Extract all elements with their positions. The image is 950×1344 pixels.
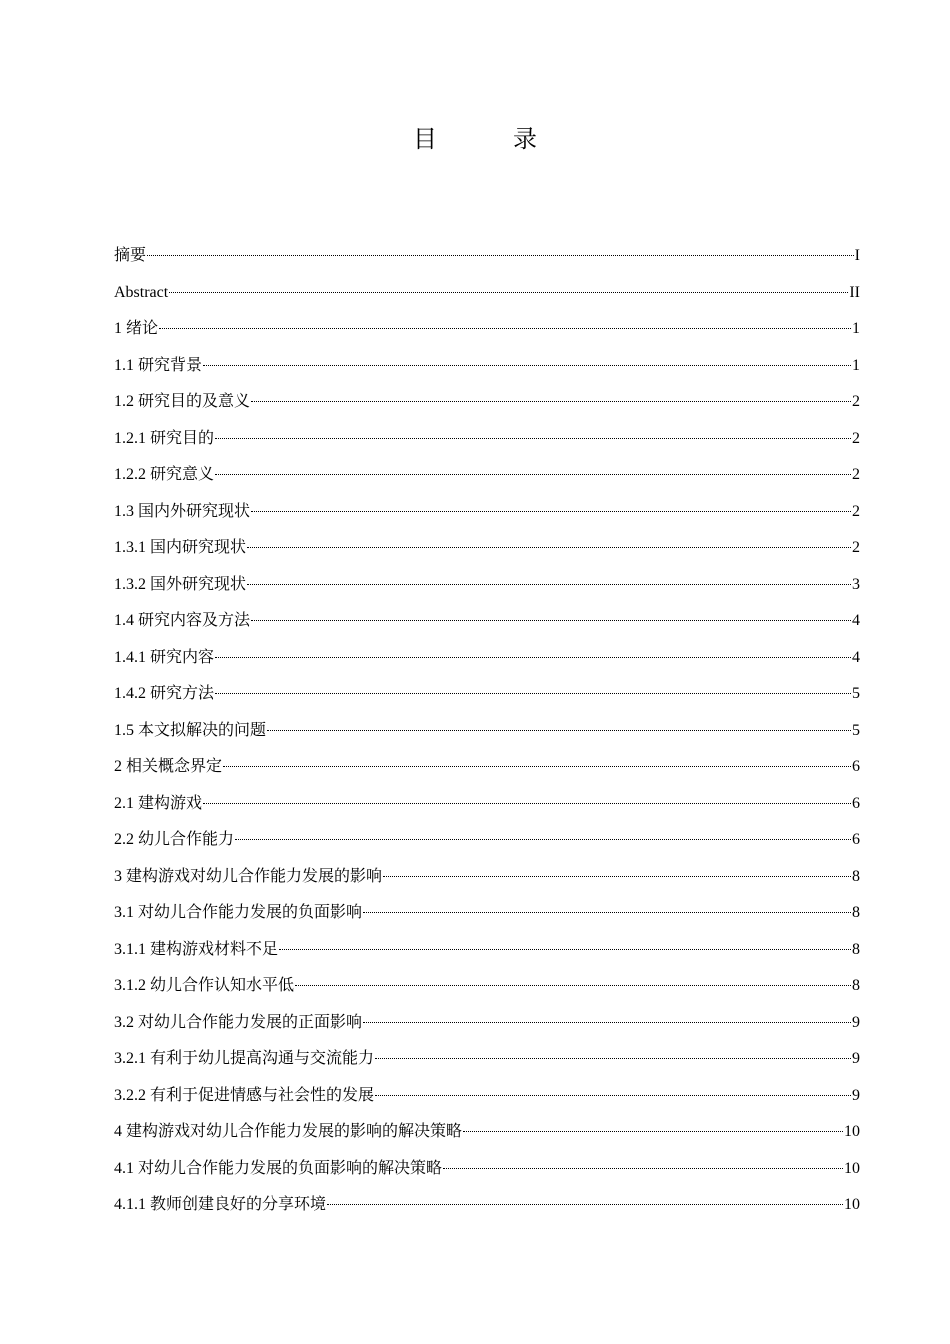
- toc-dot-leader: [375, 1058, 851, 1059]
- toc-entry-label: 1.2.2 研究意义: [114, 466, 215, 483]
- toc-page-number: I: [854, 247, 860, 264]
- toc-page-number: 4: [852, 612, 860, 629]
- toc-dot-leader: [203, 365, 851, 366]
- toc-entry[interactable]: [114, 822, 860, 859]
- toc-entry-label: 1.1 研究背景: [114, 356, 203, 374]
- toc-page-number: 1: [852, 320, 860, 337]
- toc-dot-leader: [215, 657, 851, 658]
- toc-entry[interactable]: [114, 859, 860, 896]
- toc-dot-leader: [327, 1204, 843, 1205]
- toc-page-number: 8: [852, 940, 860, 958]
- toc-dot-leader: [215, 438, 851, 439]
- toc-entry[interactable]: [114, 1114, 860, 1151]
- toc-page-number: 9: [852, 1013, 860, 1031]
- toc-dot-leader: [363, 1022, 851, 1023]
- toc-entry-label: 4.1.1 教师创建良好的分享环境: [114, 1196, 327, 1213]
- toc-dot-leader: [215, 693, 851, 694]
- toc-page-number: 8: [852, 977, 860, 994]
- toc-dot-leader: [267, 730, 851, 731]
- toc-entry-label: 1.3.1 国内研究现状: [114, 539, 247, 556]
- toc-dot-leader: [223, 766, 851, 767]
- toc-page-number: 10: [844, 1196, 860, 1213]
- toc-entry[interactable]: [114, 238, 860, 275]
- toc-page-number: 2: [852, 539, 860, 556]
- toc-entry[interactable]: [114, 530, 860, 567]
- toc-page-number: 2: [852, 393, 860, 410]
- toc-entry-label: 1.4 研究内容及方法: [114, 612, 251, 629]
- toc-entry-label: 2.1 建构游戏: [114, 794, 203, 812]
- toc-dot-leader: [235, 839, 851, 840]
- toc-page-number: 10: [844, 1159, 860, 1177]
- toc-page-number: 4: [852, 648, 860, 666]
- toc-dot-leader: [383, 876, 851, 877]
- toc-dot-leader: [251, 511, 851, 512]
- toc-entry[interactable]: [114, 384, 860, 421]
- toc-entry-label: 1.4.2 研究方法: [114, 685, 215, 702]
- toc-dot-leader: [363, 912, 851, 913]
- toc-dot-leader: [147, 255, 854, 256]
- toc-entry-label: Abstract: [114, 283, 169, 301]
- toc-entry[interactable]: [114, 676, 860, 713]
- toc-entry[interactable]: [114, 1041, 860, 1078]
- toc-entry-label: 4.1 对幼儿合作能力发展的负面影响的解决策略: [114, 1159, 443, 1177]
- toc-page-number: II: [849, 283, 860, 301]
- toc-entry-label: 3 建构游戏对幼儿合作能力发展的影响: [114, 867, 383, 885]
- toc-entry-label: 1 绪论: [114, 320, 159, 337]
- toc-entry-label: 3.2.2 有利于促进情感与社会性的发展: [114, 1086, 375, 1104]
- toc-page-number: 6: [852, 794, 860, 812]
- table-of-contents: [114, 238, 860, 1224]
- toc-entry[interactable]: [114, 932, 860, 969]
- toc-entry-label: 3.1.1 建构游戏材料不足: [114, 940, 279, 958]
- toc-entry-label: 1.3 国内外研究现状: [114, 502, 251, 520]
- toc-page-number: 6: [852, 758, 860, 775]
- toc-entry-label: 1.4.1 研究内容: [114, 648, 215, 666]
- page-title: 目 录: [413, 127, 563, 153]
- toc-dot-leader: [169, 292, 848, 293]
- toc-entry[interactable]: [114, 457, 860, 494]
- toc-dot-leader: [251, 620, 851, 621]
- toc-entry[interactable]: [114, 311, 860, 348]
- toc-entry-label: 4 建构游戏对幼儿合作能力发展的影响的解决策略: [114, 1123, 463, 1140]
- toc-entry-label: 3.1.2 幼儿合作认知水平低: [114, 977, 295, 994]
- toc-page-number: 2: [852, 502, 860, 520]
- toc-entry[interactable]: [114, 348, 860, 385]
- toc-entry[interactable]: [114, 421, 860, 458]
- toc-dot-leader: [215, 474, 851, 475]
- toc-entry[interactable]: [114, 1005, 860, 1042]
- toc-page-number: 5: [852, 685, 860, 702]
- toc-page-number: 2: [852, 466, 860, 483]
- toc-entry-label: 1.3.2 国外研究现状: [114, 575, 247, 593]
- toc-page-number: 6: [852, 831, 860, 848]
- toc-dot-leader: [251, 401, 851, 402]
- toc-entry-label: 1.2.1 研究目的: [114, 429, 215, 447]
- toc-entry[interactable]: [114, 275, 860, 312]
- toc-entry-label: 3.2 对幼儿合作能力发展的正面影响: [114, 1013, 363, 1031]
- toc-page-number: 10: [844, 1123, 860, 1140]
- toc-dot-leader: [443, 1168, 843, 1169]
- toc-entry[interactable]: [114, 895, 860, 932]
- toc-entry[interactable]: [114, 749, 860, 786]
- toc-page-number: 9: [852, 1086, 860, 1104]
- toc-entry[interactable]: [114, 567, 860, 604]
- toc-page-number: 8: [852, 867, 860, 885]
- toc-dot-leader: [247, 547, 851, 548]
- toc-page-number: 2: [852, 429, 860, 447]
- toc-dot-leader: [375, 1095, 851, 1096]
- toc-entry-label: 2.2 幼儿合作能力: [114, 831, 235, 848]
- toc-page-number: 9: [852, 1050, 860, 1067]
- toc-entry-label: 3.1 对幼儿合作能力发展的负面影响: [114, 904, 363, 921]
- toc-dot-leader: [247, 584, 851, 585]
- toc-entry-label: 2 相关概念界定: [114, 758, 223, 775]
- toc-entry-label: 摘要: [114, 247, 147, 264]
- toc-dot-leader: [159, 328, 851, 329]
- toc-entry[interactable]: [114, 1187, 860, 1224]
- toc-page-number: 5: [852, 721, 860, 739]
- toc-entry-label: 3.2.1 有利于幼儿提高沟通与交流能力: [114, 1050, 375, 1067]
- toc-page-number: 3: [852, 575, 860, 593]
- toc-entry[interactable]: [114, 786, 860, 823]
- toc-page-number: 1: [852, 356, 860, 374]
- toc-entry[interactable]: [114, 494, 860, 531]
- toc-entry[interactable]: [114, 713, 860, 750]
- toc-dot-leader: [463, 1131, 843, 1132]
- toc-entry[interactable]: [114, 968, 860, 1005]
- toc-dot-leader: [279, 949, 851, 950]
- toc-entry[interactable]: [114, 1078, 860, 1115]
- toc-page-number: 8: [852, 904, 860, 921]
- toc-entry[interactable]: [114, 603, 860, 640]
- toc-dot-leader: [203, 803, 851, 804]
- toc-dot-leader: [295, 985, 851, 986]
- toc-entry-label: 1.2 研究目的及意义: [114, 393, 251, 410]
- toc-entry-label: 1.5 本文拟解决的问题: [114, 721, 267, 739]
- toc-entry[interactable]: [114, 640, 860, 677]
- toc-entry[interactable]: [114, 1151, 860, 1188]
